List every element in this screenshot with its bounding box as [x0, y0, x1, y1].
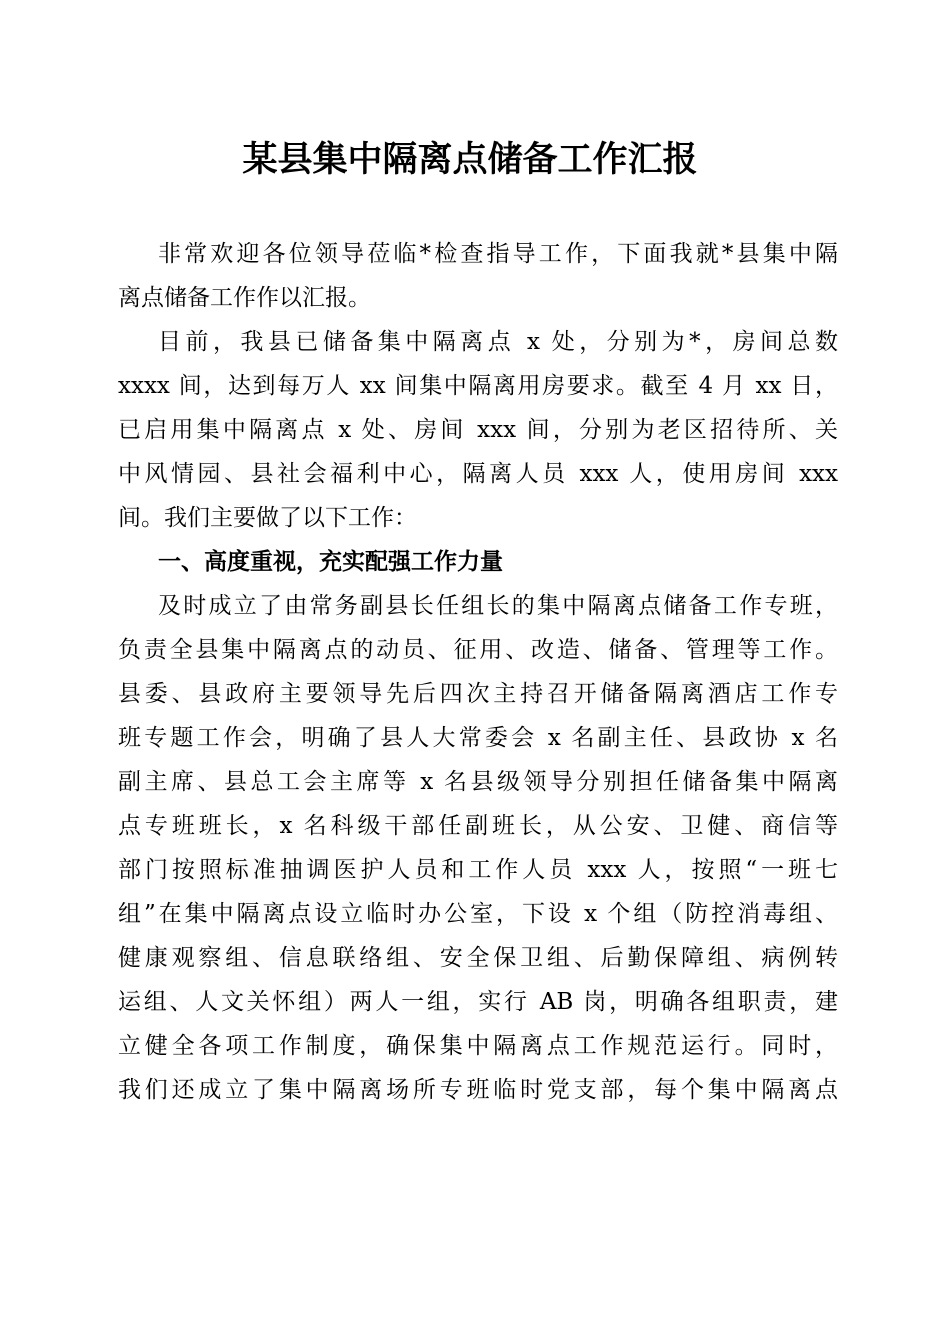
paragraph-line: 组”在集中隔离点设立临时办公室，下设 x 个组（防控消毒组、	[118, 901, 838, 927]
paragraph-line: 已启用集中隔离点 x 处、房间 xxx 间，分别为老区招待所、关	[118, 417, 838, 443]
paragraph-line: 立健全各项工作制度，确保集中隔离点工作规范运行。同时，	[118, 1033, 838, 1059]
paragraph-line: 负责全县集中隔离点的动员、征用、改造、储备、管理等工作。	[118, 637, 838, 663]
paragraph-line: 班专题工作会，明确了县人大常委会 x 名副主任、县政协 x 名	[118, 725, 838, 751]
paragraph-line: 运组、人文关怀组）两人一组，实行 AB 岗，明确各组职责，建	[118, 989, 838, 1015]
document-body	[118, 234, 838, 1114]
paragraph-line: 健康观察组、信息联络组、安全保卫组、后勤保障组、病例转	[118, 945, 838, 971]
paragraph-line: 间。我们主要做了以下工作：	[118, 505, 417, 531]
paragraph-line: 点专班班长，x 名科级干部任副班长，从公安、卫健、商信等	[118, 813, 838, 839]
section-heading: 一、高度重视，充实配强工作力量	[158, 549, 503, 575]
paragraph-line: xxxx 间，达到每万人 xx 间集中隔离用房要求。截至 4 月 xx 日，	[118, 373, 838, 399]
paragraph-line: 县委、县政府主要领导先后四次主持召开储备隔离酒店工作专	[118, 681, 838, 707]
paragraph-line: 及时成立了由常务副县长任组长的集中隔离点储备工作专班，	[158, 593, 838, 619]
paragraph-line: 中风情园、县社会福利中心，隔离人员 xxx 人，使用房间 xxx	[118, 461, 838, 487]
paragraph-line: 部门按照标准抽调医护人员和工作人员 xxx 人，按照“一班七	[118, 857, 838, 883]
paragraph-line: 非常欢迎各位领导莅临*检查指导工作，下面我就*县集中隔	[158, 241, 838, 267]
document-title: 某县集中隔离点储备工作汇报	[242, 139, 698, 180]
paragraph-line: 离点储备工作作以汇报。	[118, 285, 371, 311]
paragraph-line: 我们还成立了集中隔离场所专班临时党支部，每个集中隔离点	[118, 1077, 838, 1103]
paragraph-line: 目前，我县已储备集中隔离点 x 处，分别为*，房间总数	[158, 329, 838, 355]
paragraph-line: 副主席、县总工会主席等 x 名县级领导分别担任储备集中隔离	[118, 769, 838, 795]
